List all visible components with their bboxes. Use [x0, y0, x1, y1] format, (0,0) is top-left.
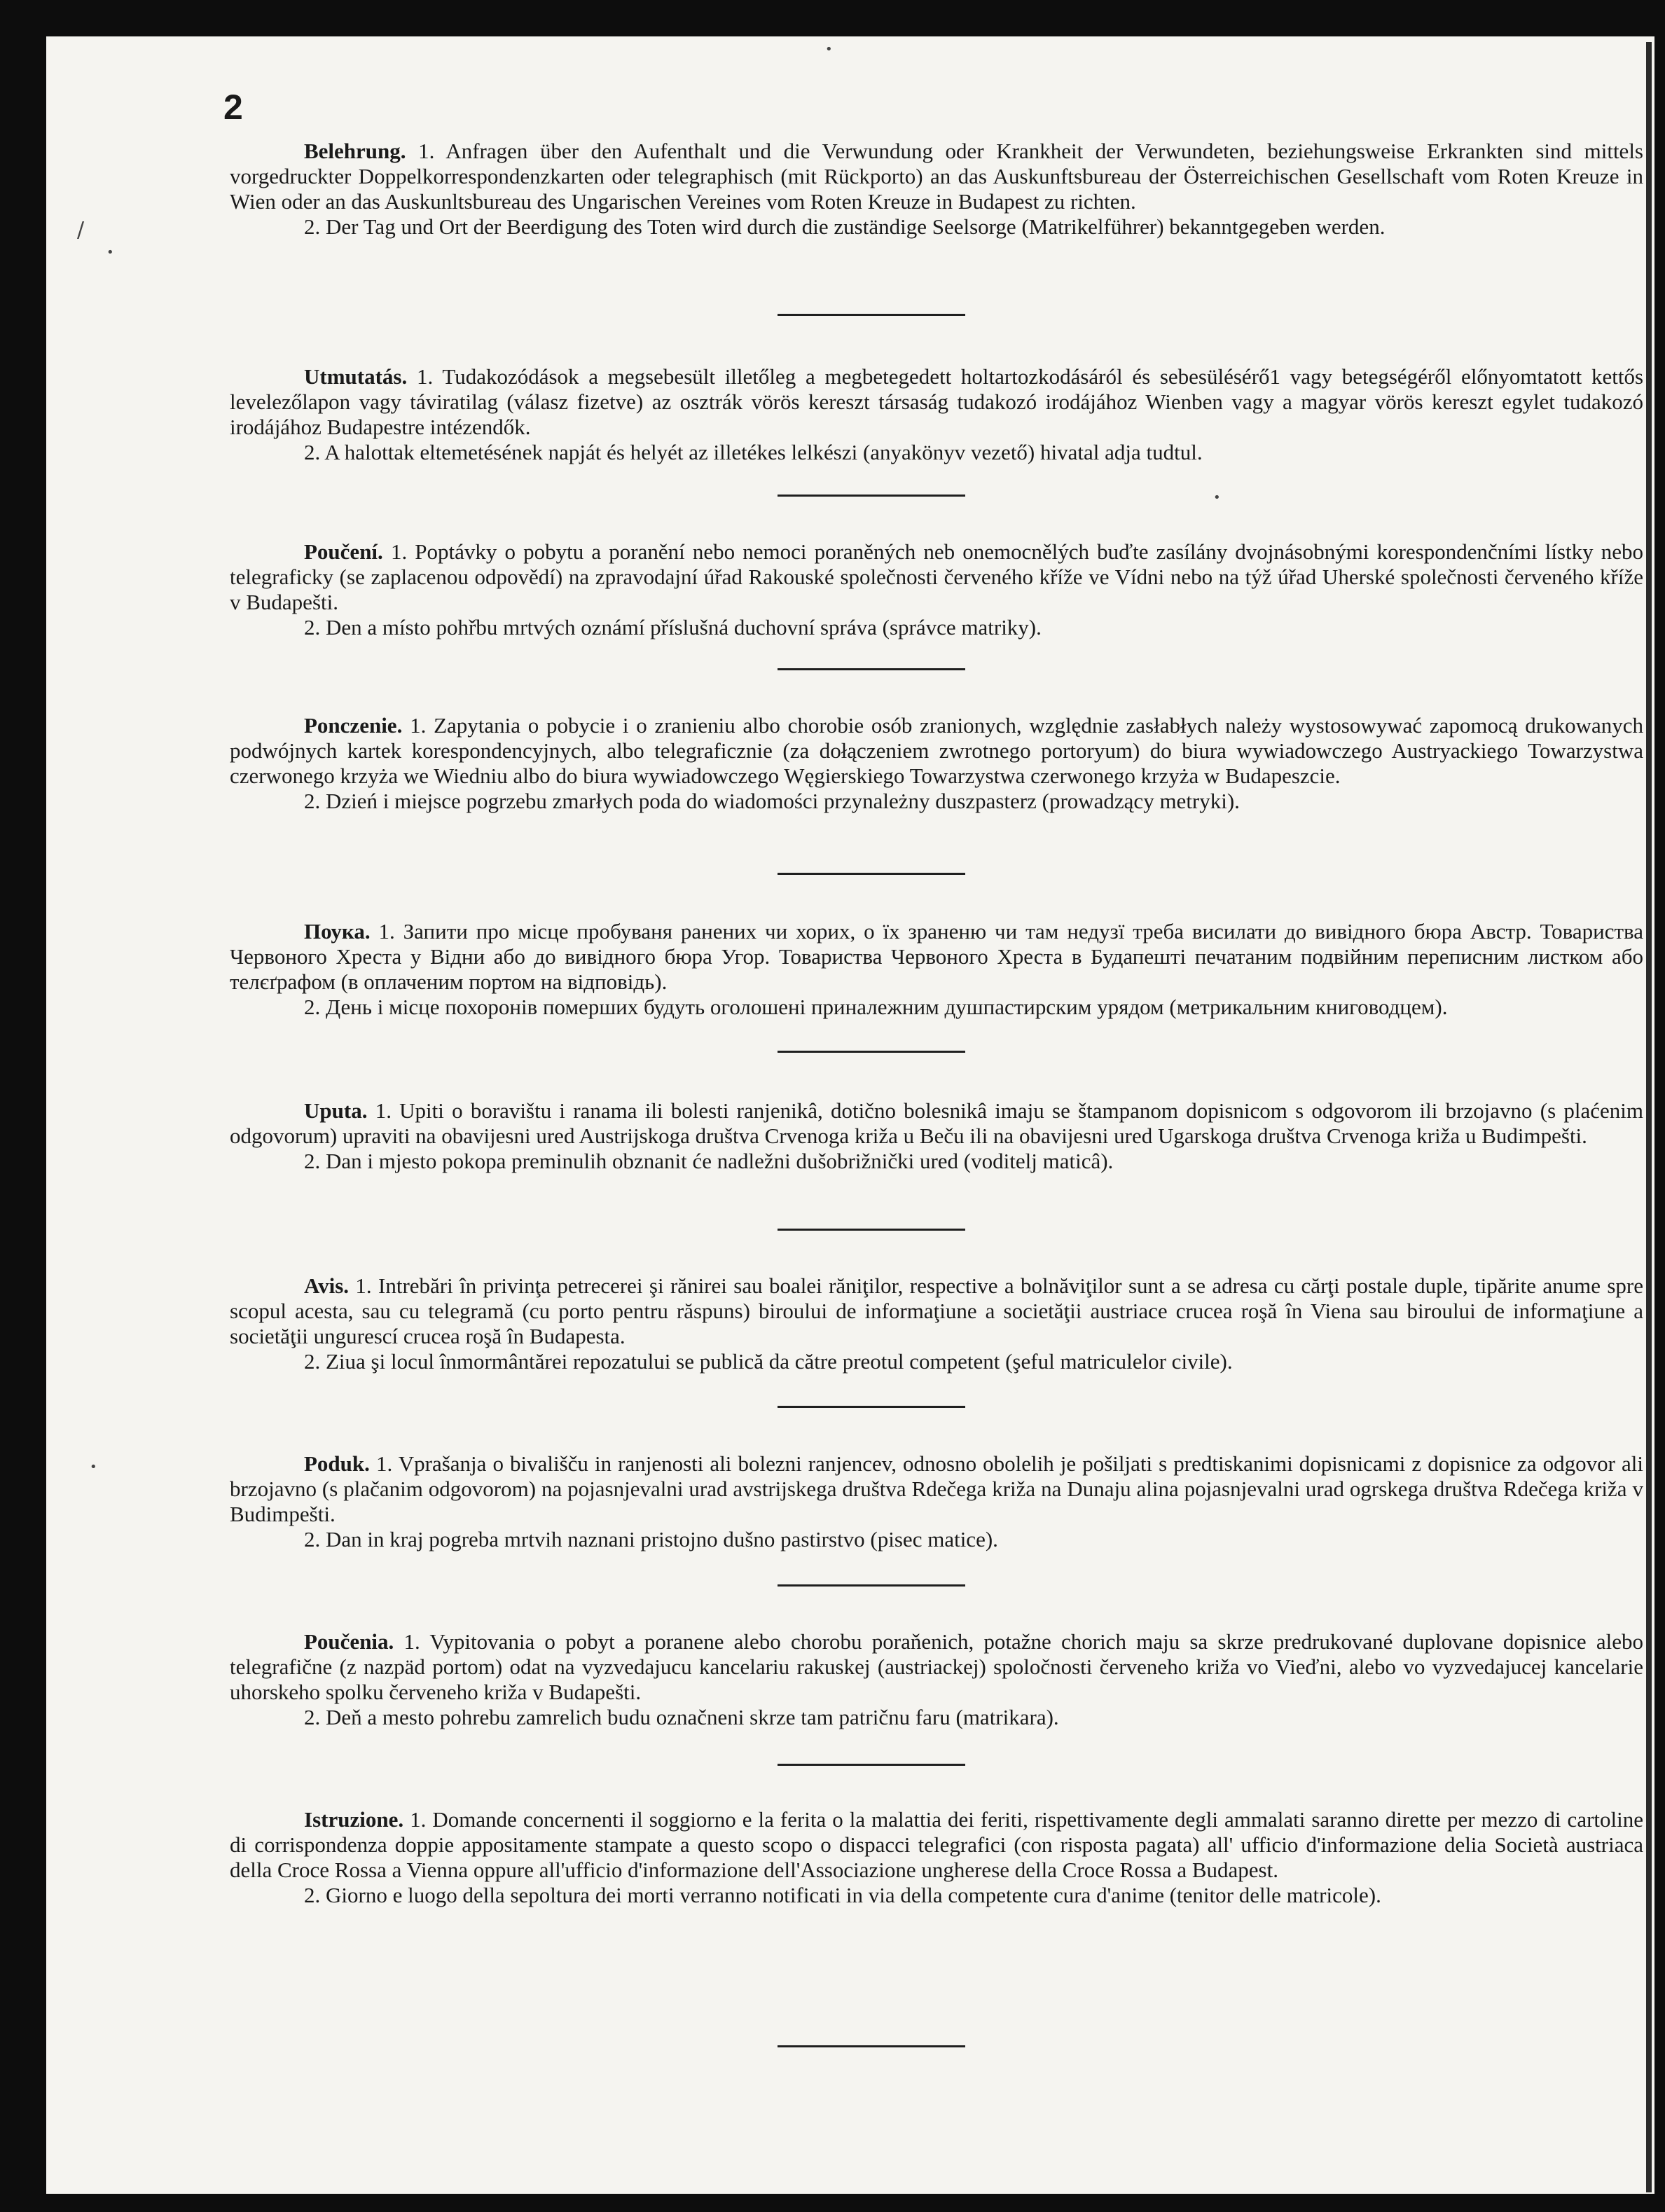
- section-slovak-item-1-text: 1. Vypitovania o pobyt a poranene alebo chorobu poraňenich, potažne chorich maju sa skrze predrukované duplovane dopisnice alebo telegrafične (z nazpäd portom) odat na vyzvedajucu kancelariu rakuskej (austriackej) spoločnosti červeneho križa vo Vieďni, alebo vo vyzvedajucej kancelarie uhorskeho spolku červeneho križa v Budapešti.: [230, 1629, 1644, 1704]
- section-czech: [230, 539, 1643, 640]
- section-slovene-item-1-text: 1. Vprašanja o bivališču in ranjenosti ali bolezni ranjencev, odnosno obolelih je pošiljati s predtiskanimi dopisnicami z dopisnice za odgovor ali brzojavno (s plačanim odgovorom) na pojasnjevalni urad avstrijskega društva Rdečega križa na Dunaju alina pojasnjevalni urad ogrskega društva Rdečega križa v Budimpešti.: [230, 1451, 1643, 1526]
- section-czech-heading: Poučení.: [304, 539, 383, 564]
- scan-mark: •: [106, 245, 114, 260]
- scan-mark: /: [77, 218, 85, 242]
- section-hungarian: [230, 364, 1643, 465]
- section-ruthenian-item-1-text: 1. Запити про місце пробуваня ранених чи хорих, о їх зраненю чи там недузї треба висилати до вивідного бюра Австр. Товариства Червоного Хреста у Відни або до вивідного бюра Угор. Товариства Червоного Хреста в Будапешті печатаним подвійним переписним листком або телєґрафом (в оплаченим портом на відповідь).: [230, 919, 1644, 994]
- section-divider: [778, 495, 965, 497]
- section-polish-item-2: 2. Dzień i miejsce pogrzebu zmarłych poda do wiadomości przynależny duszpasterz (prowadzący metryki).: [304, 789, 1240, 813]
- document-page: [46, 36, 1654, 2194]
- section-slovak-item-2: 2. Deň a mesto pohrebu zamrelich budu označneni skrze tam patričnu faru (matrikara).: [304, 1705, 1059, 1729]
- section-divider: [778, 1764, 965, 1766]
- section-polish-heading: Ponczenie.: [304, 713, 403, 738]
- section-ruthenian-item-2: 2. День і місце похоронів померших будуть оголошені приналежним душпастирским урядом (метрикальним книговодцем).: [304, 995, 1448, 1019]
- section-slovak: [230, 1629, 1643, 1730]
- section-romanian-item-1-text: 1. Intrebări în privinţa petrecerei şi rănirei sau boalei răniţilor, respective a bolnăviţilor sunt a se adresa cu cărţi postale duple, tipărite anume spre scopul acesta, sau cu telegramă (cu porto pentru răspuns) biroului de informaţiune a societăţii austriace crucea roşă în Viena sau biroului de informaţiune a societăţii ungurescí crucea roşă în Budapesta.: [230, 1273, 1643, 1348]
- section-czech-item-1: [230, 539, 1643, 615]
- section-divider: [778, 2045, 965, 2047]
- section-divider: [778, 1584, 965, 1587]
- scan-mark: •: [90, 1460, 97, 1474]
- section-croatian-item-2: 2. Dan i mjesto pokopa preminulih obznanit će nadležni dušobrižnički ured (voditelj maticâ).: [304, 1149, 1114, 1173]
- section-slovene-item-2: 2. Dan in kraj pogreba mrtvih naznani pristojno dušno pastirstvo (pisec matice).: [304, 1527, 998, 1551]
- page-number: 2: [223, 88, 243, 127]
- section-divider: [778, 668, 965, 670]
- section-czech-item-1-text: 1. Poptávky o pobytu a poranění nebo nemoci poraněných neb onemocnělých buďte zasílány dvojnásobnými korespondenčními lístky nebo telegraficky (se zaplacenou odpovědí) na zpravodajní úřad Rakouské společnosti červeného kříže ve Vídni nebo na týž úřad Uherské společnosti červeného kříže v Budapešti.: [230, 539, 1644, 614]
- section-slovak-item-1: [230, 1629, 1643, 1705]
- section-romanian-item-1: [230, 1273, 1643, 1349]
- section-divider: [778, 1051, 965, 1053]
- section-slovak-heading: Poučenia.: [304, 1629, 394, 1654]
- section-ruthenian-heading: Поука.: [304, 919, 371, 943]
- section-slovene-item-1: [230, 1451, 1643, 1527]
- section-hungarian-item-2: 2. A halottak eltemetésének napját és helyét az illetékes lelkészi (anyakönyv vezető) hivatal adja tudtul.: [304, 440, 1203, 464]
- section-divider: [778, 314, 965, 316]
- section-ruthenian: [230, 919, 1643, 1020]
- section-romanian: [230, 1273, 1643, 1374]
- page-right-edge: [1646, 42, 1652, 2192]
- section-croatian-item-1: [230, 1098, 1643, 1149]
- section-hungarian-item-1: [230, 364, 1643, 440]
- section-romanian-item-2: 2. Ziua şi locul înmormântărei repozatului se publică da către preotul competent (şeful matriculelor civile).: [304, 1349, 1233, 1374]
- section-croatian: [230, 1098, 1643, 1174]
- section-croatian-heading: Uputa.: [304, 1098, 368, 1123]
- scan-mark: •: [825, 42, 833, 57]
- section-divider: [778, 1229, 965, 1231]
- section-ruthenian-item-1: [230, 919, 1643, 995]
- section-polish-item-1: [230, 713, 1643, 789]
- section-hungarian-heading: Utmutatás.: [304, 364, 408, 389]
- section-italian-item-2: 2. Giorno e luogo della sepoltura dei morti verranno notificati in via della competente cura d'anime (tenitor delle matricole).: [304, 1883, 1381, 1907]
- section-german-heading: Belehrung.: [304, 139, 406, 163]
- section-slovene: [230, 1451, 1643, 1552]
- scan-mark: •: [1213, 490, 1221, 505]
- section-italian-item-1-text: 1. Domande concernenti il soggiorno e la ferita o la malattia dei feriti, rispettivamente degli ammalati saranno dirette per mezzo di cartoline di corrispondenza doppie appositamente stampate a questo scopo o dispacci telegrafici (con risposta pagata) all' ufficio d'informazione delia Società austriaca della Croce Rossa a Vienna oppure all'ufficio d'informazione dell'Associazione ungherese della Croce Rossa a Budapest.: [230, 1807, 1643, 1882]
- section-czech-item-2: 2. Den a místo pohřbu mrtvých oznámí příslušná duchovní správa (správce matriky).: [304, 615, 1042, 640]
- section-german-item-1-text: 1. Anfragen über den Aufenthalt und die Verwundung oder Krankheit der Verwundeten, beziehungsweise Erkrankten sind mittels vorgedruckter Doppelkorrespondenzkarten oder telegraphisch (mit Rückporto) an das Auskunftsbureau der Österreichischen Gesellschaft vom Roten Kreuze in Wien oder an das Auskunltsbureau des Ungarischen Vereines vom Roten Kreuze in Budapest zu richten.: [230, 139, 1643, 214]
- section-croatian-item-1-text: 1. Upiti o boravištu i ranama ili bolesti ranjenikâ, dotično bolesnikâ imaju se štampanom dopisnicom s odgovorom ili brzojavno (s plaćenim odgovorum) upraviti na obavijesni ured Austrijskoga društva Crvenoga križa u Beču ili na obavijesni ured Ugarskoga društva Crvenoga križa u Budimpešti.: [230, 1098, 1644, 1148]
- section-italian-heading: Istruzione.: [304, 1807, 404, 1832]
- section-polish-item-1-text: 1. Zapytania o pobycie i o zranieniu albo chorobie osób zranionych, względnie zasłabłych należy wystosowywać zapomocą drukowanych podwójnych kartek korespondencyjnych, albo telegraficznie (za dołączeniem zwrotnego portoryum) do biura wywiadowczego Austryackiego Towarzystwa czerwonego krzyża we Wiedniu albo do biura wywiadowczego Węgierskiego Towarzystwa czerwonego krzyża w Budapeszcie.: [230, 713, 1643, 788]
- section-hungarian-item-1-text: 1. Tudakozódások a megsebesült illetőleg a megbetegedett holtartozkodásáról és sebesülésérő1 vagy betegségéről előnyomtatott kettős levelezőlapon vagy táviratilag (válasz fizetve) az osztrák vörös kereszt társaság tudakozó irodájához Wienben vagy a magyar vörös kereszt egylet tudakozó irodájához Budapestre intézendők.: [230, 364, 1644, 439]
- section-german-item-2: 2. Der Tag und Ort der Beerdigung des Toten wird durch die zuständige Seelsorge (Matrikelführer) bekanntgegeben werden.: [304, 214, 1386, 239]
- section-slovene-heading: Poduk.: [304, 1451, 370, 1476]
- section-divider: [778, 1406, 965, 1408]
- section-divider: [778, 873, 965, 875]
- section-italian-item-1: [230, 1807, 1643, 1883]
- section-german-item-1: [230, 139, 1643, 214]
- section-german: [230, 139, 1643, 240]
- section-polish: [230, 713, 1643, 814]
- section-italian: [230, 1807, 1643, 1908]
- section-romanian-heading: Avis.: [304, 1273, 350, 1298]
